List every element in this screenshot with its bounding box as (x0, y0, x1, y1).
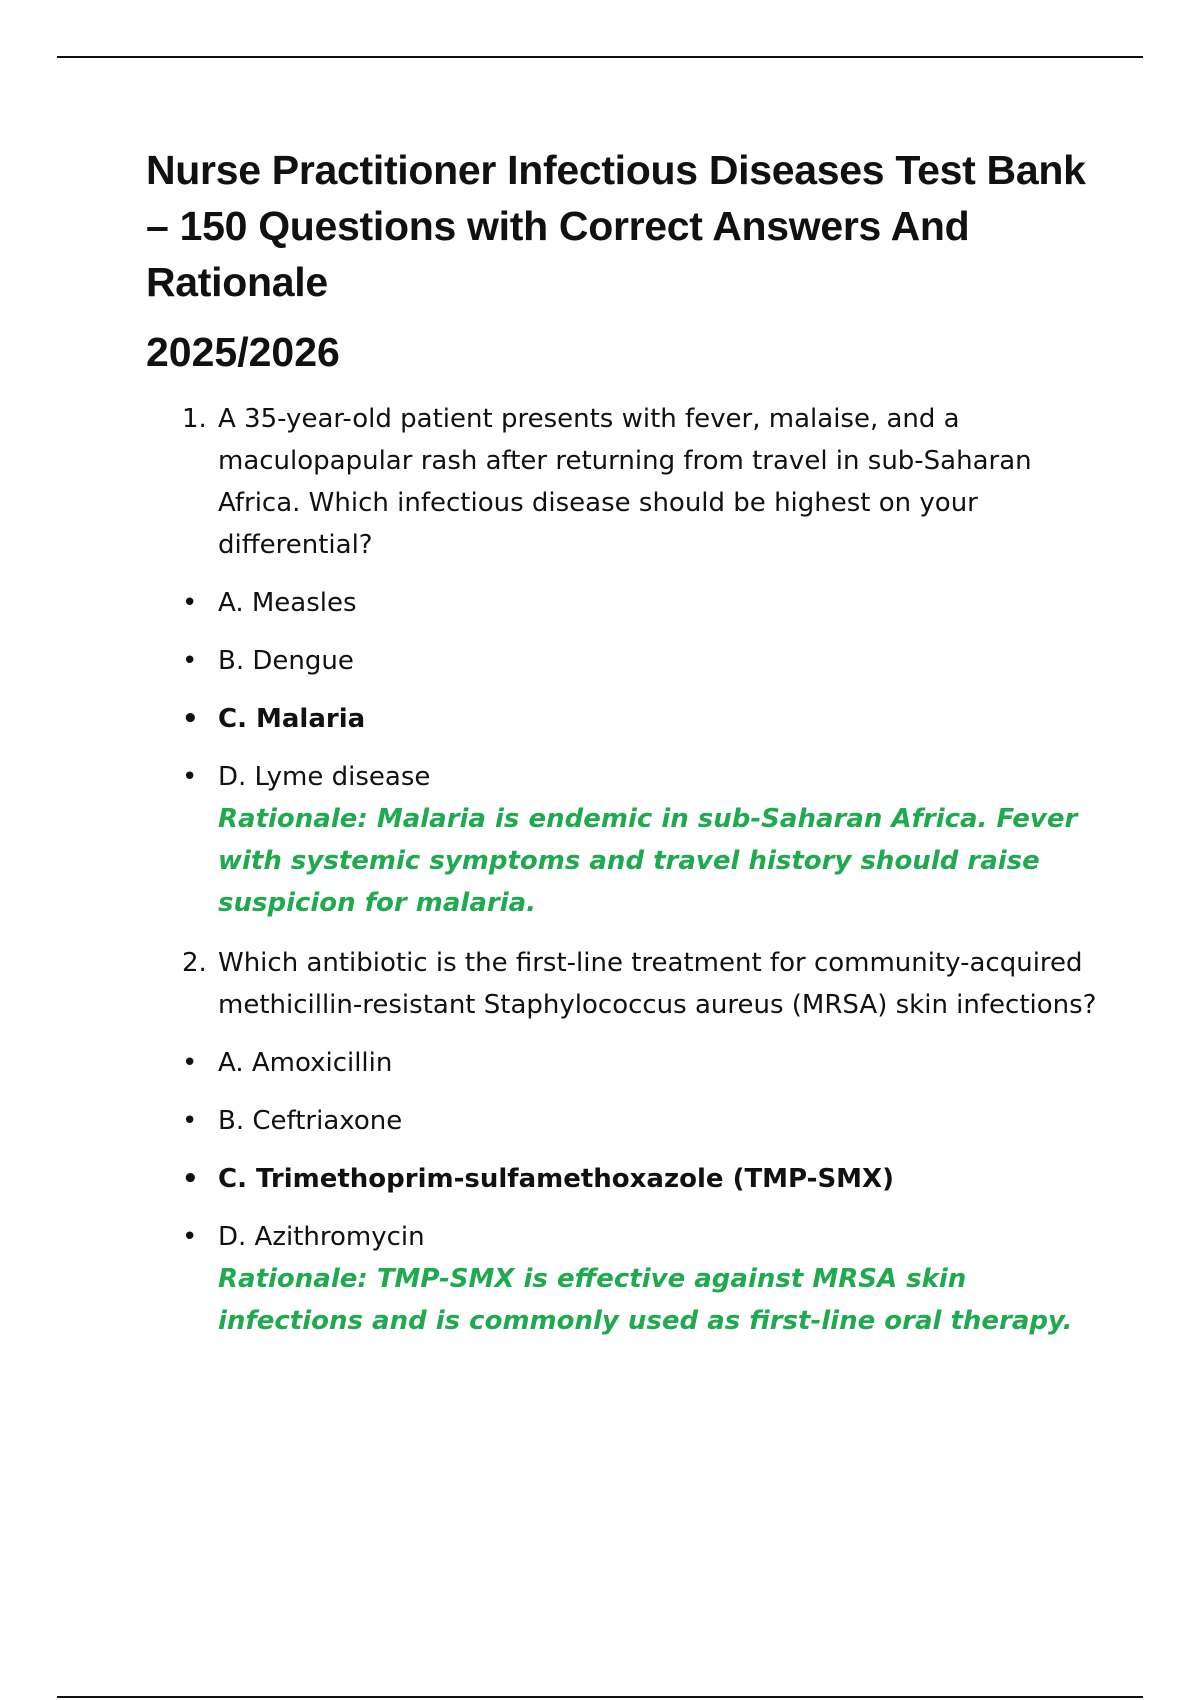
bullet-icon: • (182, 588, 198, 618)
answer-options (146, 1042, 1106, 1258)
answer-option (146, 756, 1106, 798)
answer-option (146, 1216, 1106, 1258)
bottom-rule (57, 1696, 1143, 1698)
correct-answer-option (146, 1158, 1106, 1200)
answer-option-label: B. Ceftriaxone (218, 1106, 403, 1136)
answer-option-label: A. Measles (218, 588, 357, 618)
document-body (146, 142, 1106, 1352)
answer-option-label: D. Lyme disease (218, 762, 431, 792)
answer-option (146, 1100, 1106, 1142)
top-rule (57, 56, 1143, 58)
answer-option (146, 582, 1106, 624)
answer-option-label: A. Amoxicillin (218, 1048, 393, 1078)
bullet-icon: • (182, 1164, 199, 1194)
answer-option (146, 1042, 1106, 1084)
rationale-text: Rationale: Malaria is endemic in sub-Saharan Africa. Fever with systemic symptoms and travel history should raise suspicion for malaria. (218, 804, 1078, 918)
bullet-icon: • (182, 704, 199, 734)
answer-option (146, 640, 1106, 682)
answer-option-label: B. Dengue (218, 646, 354, 676)
answer-options (146, 582, 1106, 798)
bullet-icon: • (182, 1106, 198, 1136)
answer-option-label: C. Malaria (218, 704, 366, 734)
bullet-icon: • (182, 1048, 198, 1078)
bullet-icon: • (182, 1222, 198, 1252)
document-year: 2025/2026 (146, 329, 340, 375)
question-1 (146, 398, 1106, 566)
question-number: 1. (182, 404, 207, 434)
bullet-icon: • (182, 762, 198, 792)
rationale-text: Rationale: TMP-SMX is effective against MRSA skin infections and is commonly used as first-line oral therapy. (218, 1264, 1073, 1336)
question-text: Which antibiotic is the first-line treatment for community-acquired methicillin-resistant Staphylococcus aureus (MRSA) skin infections? (218, 948, 1097, 1020)
document-title: Nurse Practitioner Infectious Diseases Test Bank – 150 Questions with Correct Answers And Rationale (146, 147, 1086, 305)
question-block-1 (146, 398, 1106, 924)
question-text: A 35-year-old patient presents with fever, malaise, and a maculopapular rash after returning from travel in sub-Saharan Africa. Which infectious disease should be highest on your differential? (218, 404, 1032, 560)
answer-option-label: C. Trimethoprim-sulfamethoxazole (TMP-SMX) (218, 1164, 894, 1194)
bullet-icon: • (182, 646, 198, 676)
question-2 (146, 942, 1106, 1026)
question-number: 2. (182, 948, 207, 978)
answer-option-label: D. Azithromycin (218, 1222, 425, 1252)
correct-answer-option (146, 698, 1106, 740)
question-block-2 (146, 942, 1106, 1342)
